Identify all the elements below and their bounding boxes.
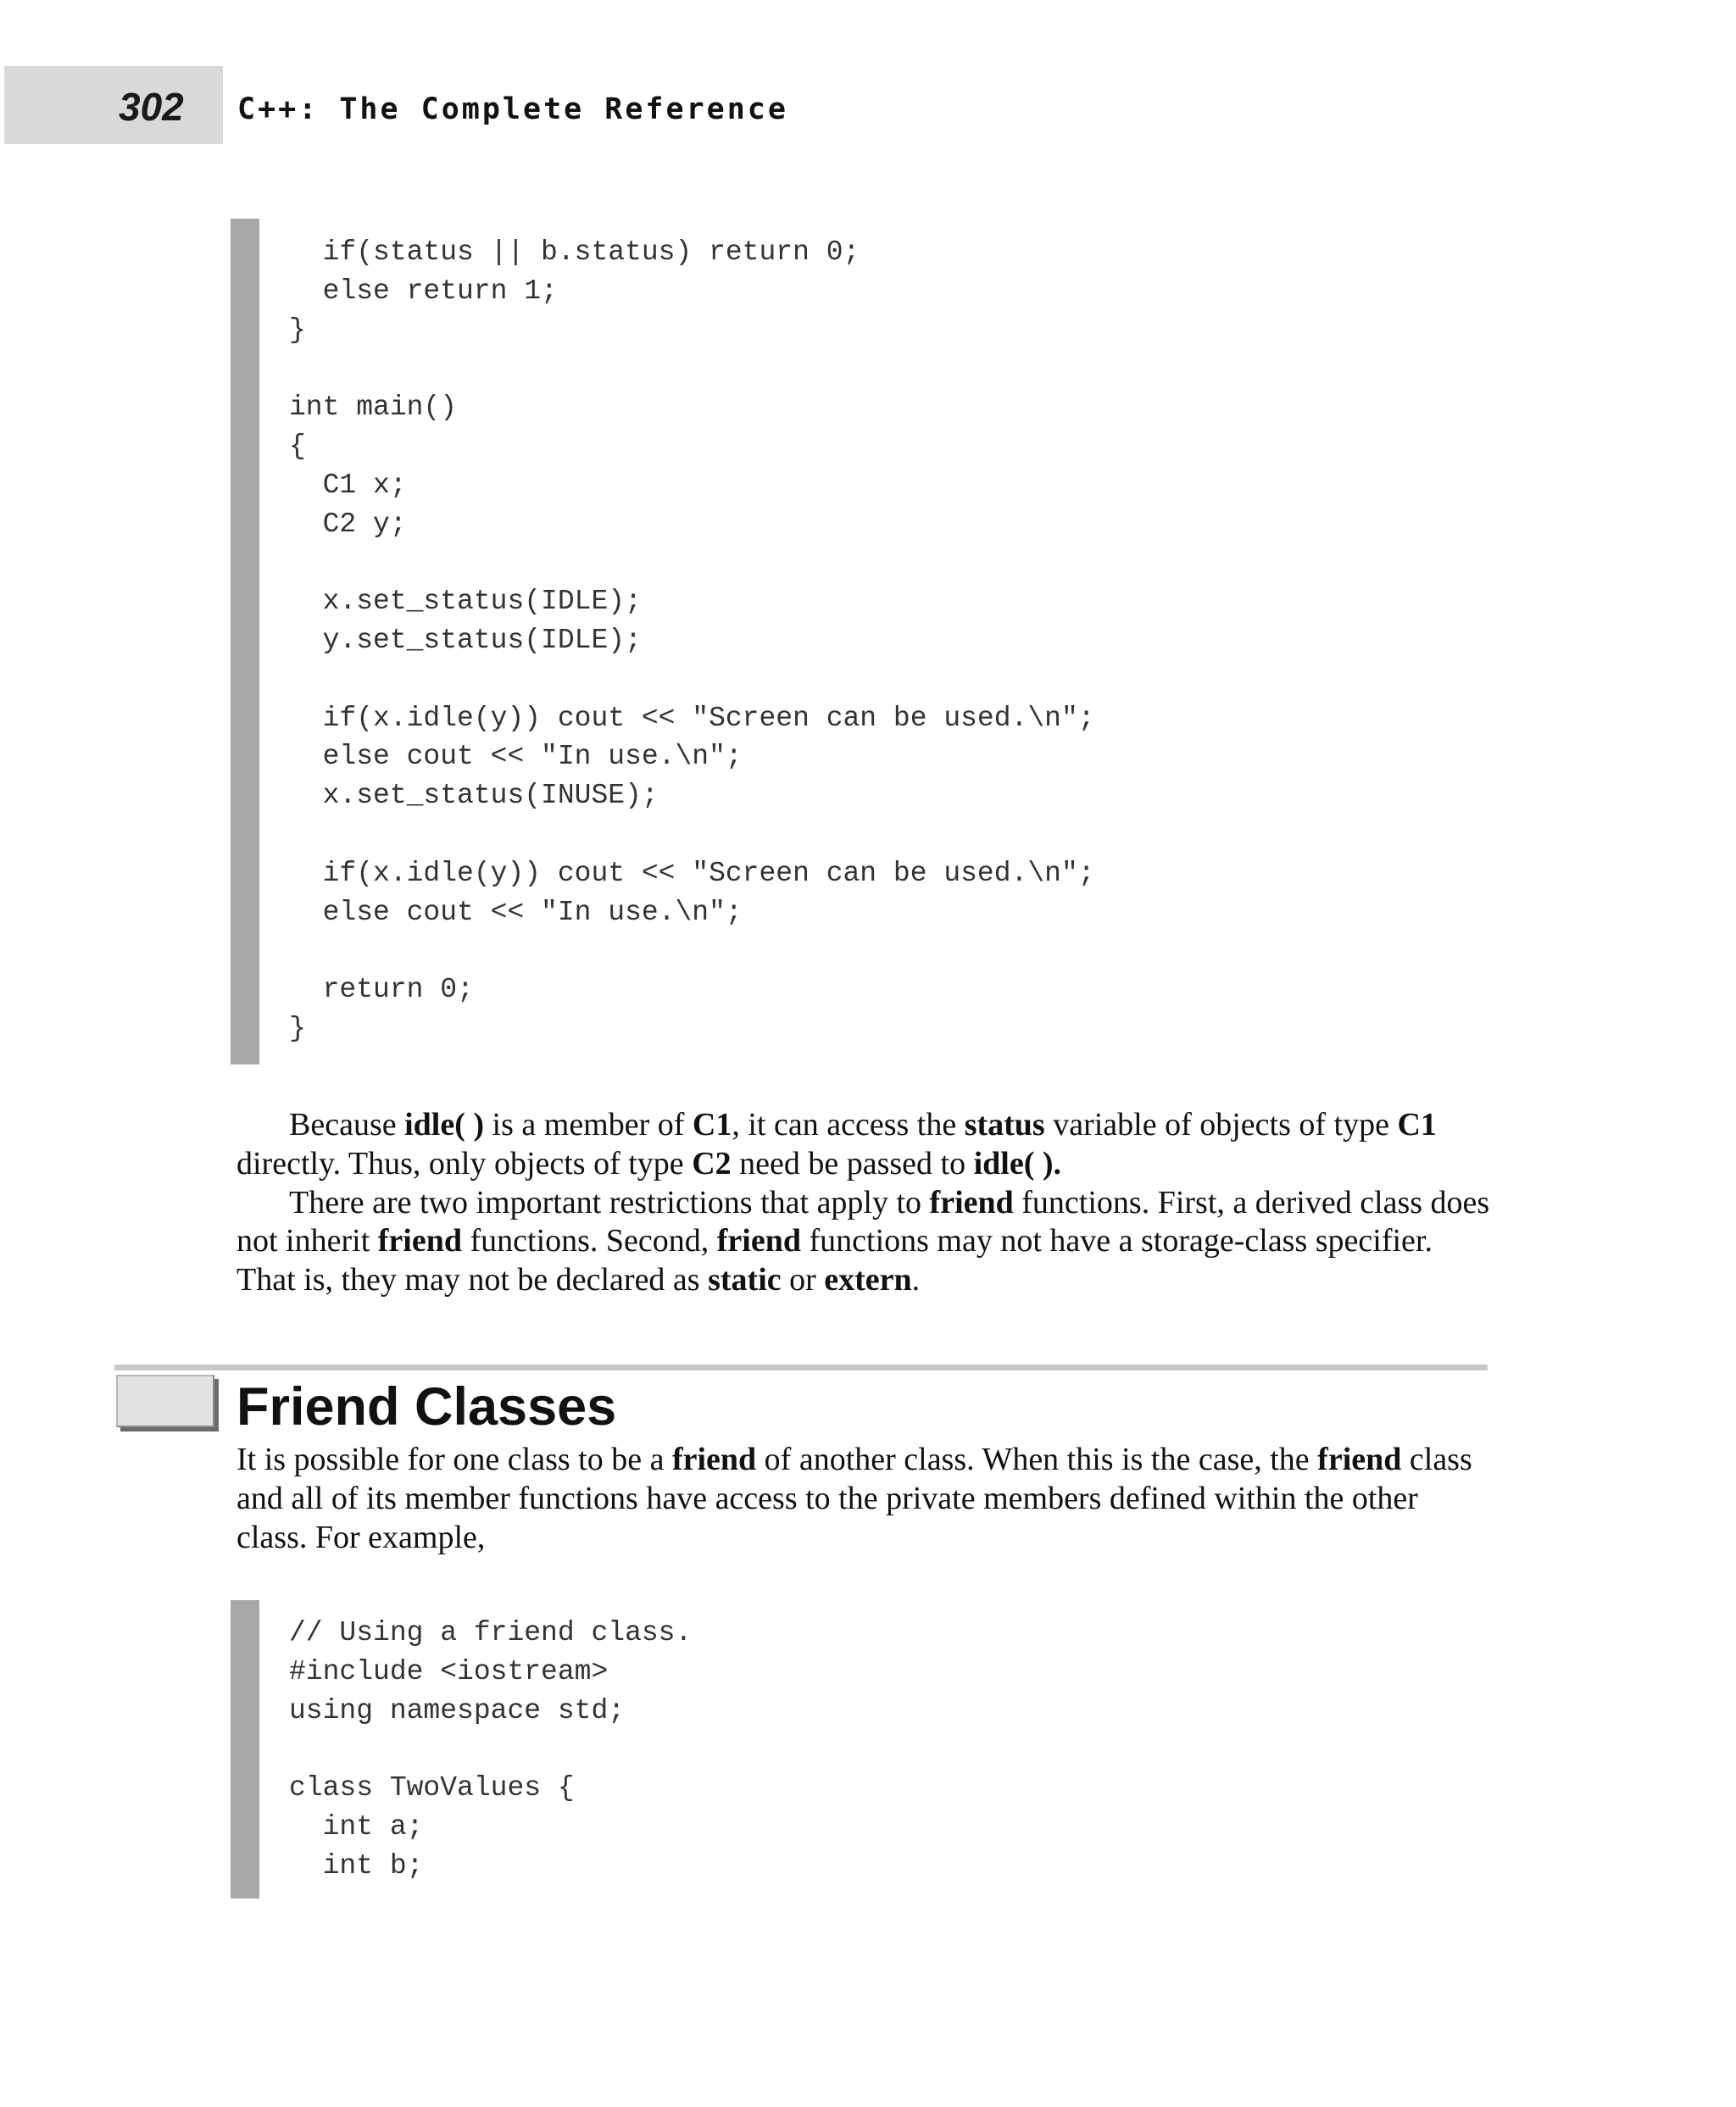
code-line: using namespace std; — [289, 1694, 626, 1726]
bold-term: friend — [377, 1223, 462, 1259]
section-marker — [116, 1375, 214, 1427]
code-line: C2 y; — [289, 508, 407, 540]
code-line: #include <iostream> — [289, 1655, 609, 1687]
code-line: { — [289, 430, 306, 462]
text-run: There are two important restrictions that apply to — [289, 1184, 930, 1220]
code-line: if(x.idle(y)) cout << "Screen can be used.\n"; — [289, 857, 1095, 889]
code-line: int a; — [289, 1810, 424, 1843]
text-run: functions may not have a storage-class specifier. That is, they may not be declared as — [236, 1223, 1433, 1298]
text-run: functions. First, a derived class does not inherit — [236, 1184, 1490, 1259]
bold-term: friend — [929, 1184, 1014, 1220]
bold-term: friend — [671, 1442, 757, 1477]
bold-term: C2 — [692, 1145, 732, 1181]
text-run: It is possible for one class to be a — [236, 1442, 672, 1477]
code-margin-bar — [231, 219, 259, 1065]
code-line: // Using a friend class. — [289, 1617, 693, 1648]
code-line: } — [289, 314, 306, 346]
code-line: int main() — [289, 392, 458, 424]
code-line: y.set_status(IDLE); — [289, 624, 642, 656]
code-line: if(status || b.status) return 0; — [289, 236, 860, 268]
paragraph — [236, 1184, 1491, 1300]
code-line: return 0; — [289, 974, 474, 1006]
page-number: 302 — [119, 85, 184, 129]
bold-term: idle( ) — [404, 1107, 485, 1142]
bold-term: status — [964, 1107, 1045, 1142]
body-text — [236, 1106, 1491, 1300]
bold-term: friend — [716, 1223, 801, 1259]
text-run: is a member of — [484, 1107, 693, 1142]
paragraph — [236, 1106, 1491, 1184]
code-line: C1 x; — [289, 469, 407, 501]
text-run: directly. Thus, only objects of type — [236, 1145, 693, 1181]
section-heading: Friend Classes — [236, 1377, 617, 1437]
text-run: need be passed to — [731, 1145, 974, 1181]
text-run: variable of objects of type — [1044, 1107, 1398, 1142]
section-body-text — [236, 1441, 1491, 1557]
text-run: , it can access the — [732, 1107, 965, 1142]
bold-term: extern — [824, 1262, 912, 1298]
code-margin-bar — [231, 1600, 259, 1899]
bold-term: static — [708, 1262, 782, 1298]
running-head: C++: The Complete Reference — [237, 92, 788, 126]
code-line: if(x.idle(y)) cout << "Screen can be used.\n"; — [289, 702, 1095, 734]
code-line: else cout << "In use.\n"; — [289, 741, 743, 773]
section-divider — [114, 1365, 1488, 1370]
text-run: of another class. When this is the case, the — [756, 1442, 1318, 1477]
paragraph — [236, 1441, 1491, 1557]
bold-term: friend — [1317, 1442, 1402, 1477]
text-run: Because — [289, 1107, 405, 1142]
code-line: int b; — [289, 1849, 424, 1882]
code-listing — [289, 1614, 692, 1886]
code-line: x.set_status(IDLE); — [289, 586, 642, 618]
text-run: or — [781, 1262, 825, 1298]
code-listing — [289, 233, 1095, 1048]
bold-term: C1 — [692, 1107, 732, 1142]
code-line: class TwoValues { — [289, 1772, 575, 1804]
text-run: class and all of its member functions have access to the private members defined within the other class. For example, — [236, 1442, 1472, 1555]
code-line: } — [289, 1012, 306, 1044]
code-line: else return 1; — [289, 275, 558, 307]
bold-term: idle( ). — [973, 1145, 1062, 1181]
text-run: . — [911, 1262, 921, 1298]
bold-term: C1 — [1397, 1107, 1437, 1142]
code-line: else cout << "In use.\n"; — [289, 896, 743, 928]
code-line: x.set_status(INUSE); — [289, 780, 659, 812]
text-run: functions. Second, — [461, 1223, 717, 1259]
